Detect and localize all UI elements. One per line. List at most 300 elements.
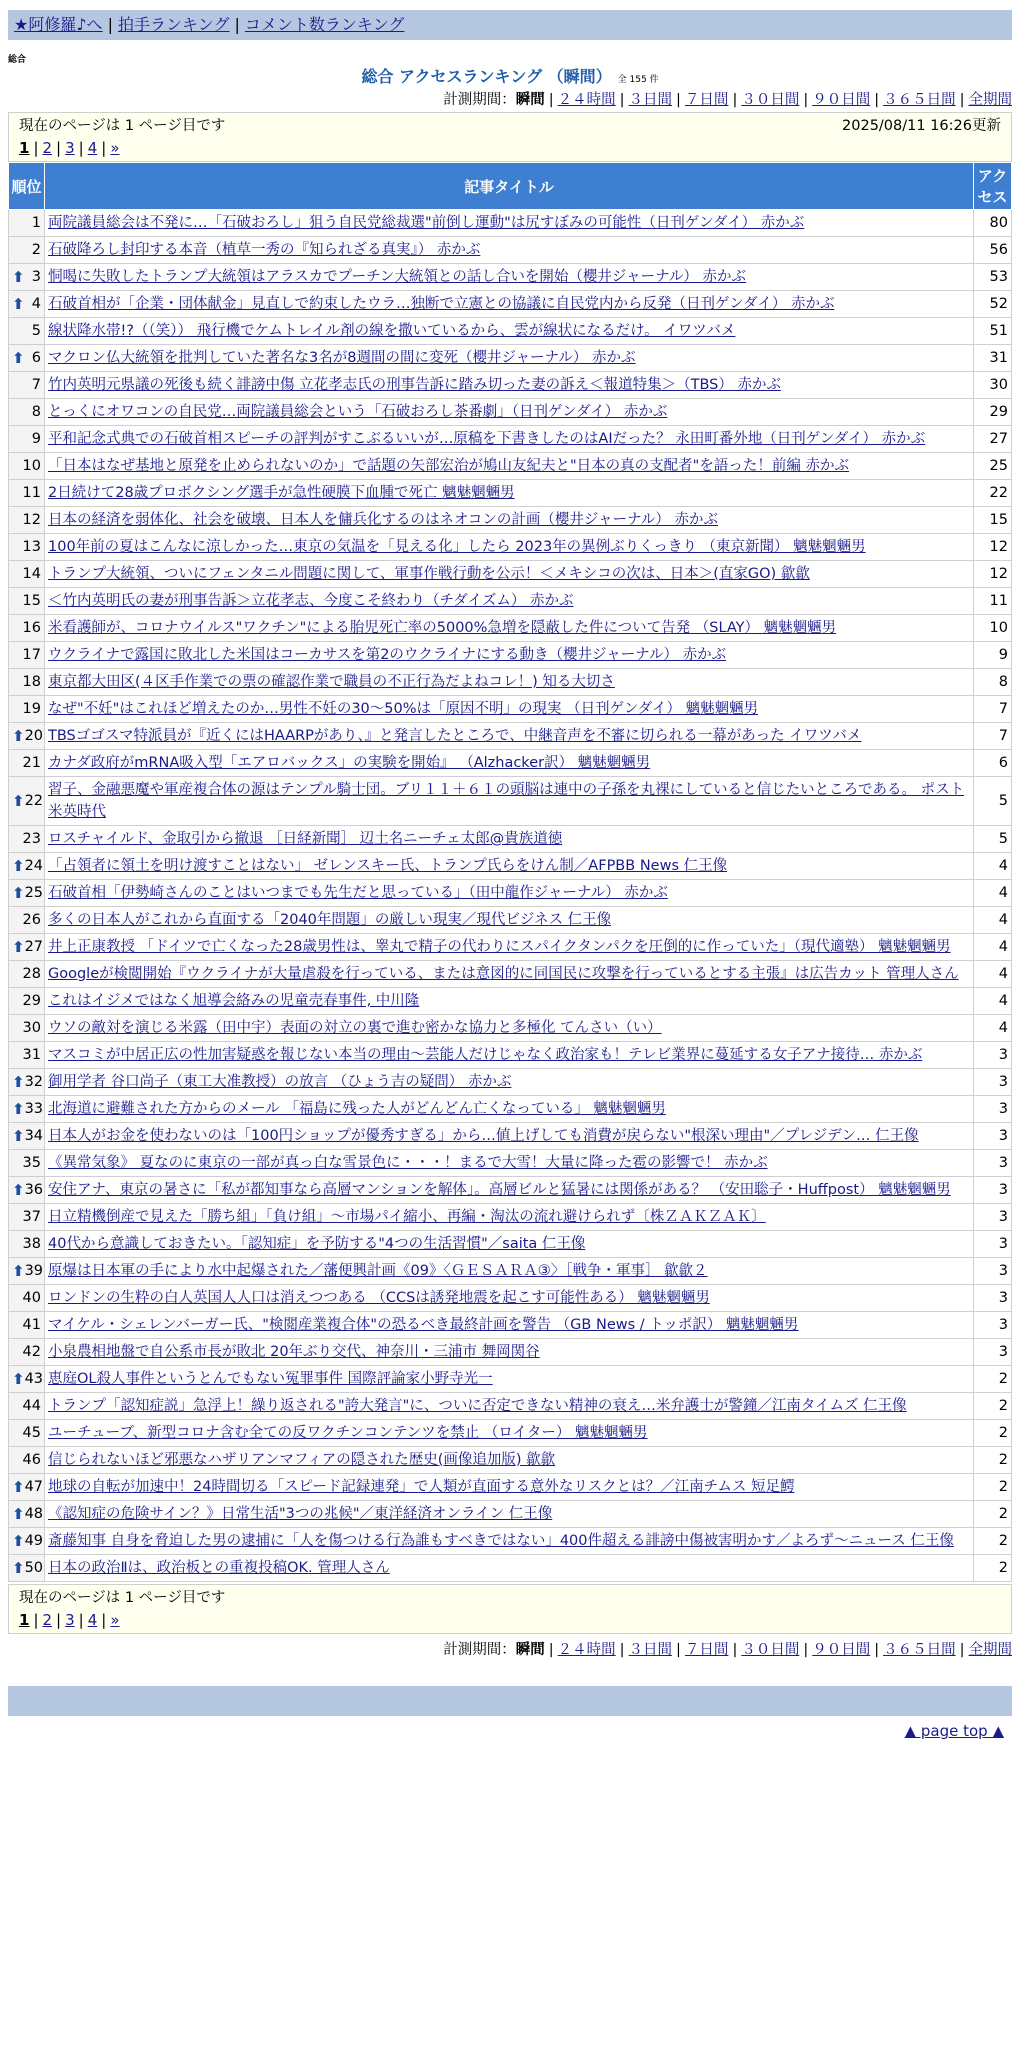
article-link[interactable]: 習子、金融悪魔や軍産複合体の源はテンプル騎士団。ブリ１１＋６１の頭脳は連中の子孫を丸裸にしていると信じたいところである。 ポスト米英時代 <box>48 782 965 820</box>
access-count: 3 <box>974 1177 1012 1204</box>
title-cell <box>45 264 974 291</box>
rank-cell <box>9 669 45 696</box>
rank-number: 38 <box>22 1236 41 1252</box>
article-link[interactable]: 日本の経済を弱体化、社会を破壊、日本人を傭兵化するのはネオコンの計画（櫻井ジャーナル） 赤かぶ <box>48 512 719 528</box>
article-link[interactable]: 40代から意識しておきたい。「認知症」を予防する"4つの生活習慣"／saita 仁王像 <box>48 1236 586 1252</box>
rank-cell <box>9 750 45 777</box>
period-option[interactable]: 全期間 <box>968 1642 1012 1658</box>
title-cell <box>45 961 974 988</box>
title-cell <box>45 588 974 615</box>
rank-cell <box>9 1366 45 1393</box>
article-link[interactable]: ロスチャイルド、金取引から撤退 ［日経新聞］ 辺土名ニーチェ太郎@貴族道徳 <box>48 831 563 847</box>
rank-cell <box>9 237 45 264</box>
period-option[interactable]: ７日間 <box>684 92 729 108</box>
article-link[interactable]: トランプ大統領、ついにフェンタニル問題に関して、軍事作戦行動を公示！＜メキシコの次は、日本＞(直家GO) 歙歙 <box>48 566 810 582</box>
period-option[interactable]: ３０日間 <box>741 1642 800 1658</box>
article-link[interactable]: 石破首相「伊勢崎さんのことはいつまでも先生だと思っている」（田中龍作ジャーナル） 赤かぶ <box>48 885 668 901</box>
rank-cell <box>9 210 45 237</box>
period-separator: | <box>803 92 809 108</box>
title-cell <box>45 1501 974 1528</box>
title-cell <box>45 1123 974 1150</box>
article-link[interactable]: 日立精機倒産で見えた「勝ち組」「負け組」～市場パイ縮小、再編・淘汰の流れ避けられず〔株ＺＡＫＺＡＫ〕 <box>48 1209 766 1225</box>
rank-number: 49 <box>24 1533 44 1549</box>
rank-number: 12 <box>22 512 41 528</box>
table-row <box>9 1447 1012 1474</box>
title-cell <box>45 669 974 696</box>
page-info-top <box>8 112 1012 162</box>
title-cell <box>45 534 974 561</box>
title-cell <box>45 723 974 750</box>
up-arrow-icon: ⬆ <box>12 268 25 286</box>
period-separator: | <box>732 92 738 108</box>
rank-number: 31 <box>22 1047 41 1063</box>
clap-ranking-link[interactable]: 拍手ランキング <box>117 15 230 34</box>
article-link[interactable]: 《異常気象》 夏なのに東京の一部が真っ白な雪景色に・・・！まるで大雪！大量に降った雹の影響で！ 赤かぶ <box>48 1155 768 1171</box>
article-link[interactable]: 両院議員総会は不発に…「石破おろし」狙う自民党総裁選"前倒し運動"は尻すぼみの可能性（日刊ゲンダイ） 赤かぶ <box>48 215 805 231</box>
rank-cell <box>9 961 45 988</box>
access-count: 9 <box>974 642 1012 669</box>
rank-number: 32 <box>24 1074 44 1090</box>
rank-number: 26 <box>22 912 41 928</box>
access-count: 7 <box>974 696 1012 723</box>
table-row <box>9 507 1012 534</box>
table-row <box>9 853 1012 880</box>
rank-cell <box>9 988 45 1015</box>
page-separator: | <box>33 1611 39 1629</box>
table-row <box>9 534 1012 561</box>
rank-cell <box>9 1015 45 1042</box>
period-option[interactable]: ２４時間 <box>557 1642 616 1658</box>
period-option[interactable]: ３日間 <box>628 92 673 108</box>
rank-cell <box>9 291 45 318</box>
article-link[interactable]: 原爆は日本軍の手により水中起爆された／藩便興計画《09》〈ＧＥＳＡＲＡ③〉［戦争・軍事］ 歙歙２ <box>48 1263 708 1279</box>
page-link[interactable]: 3 <box>65 139 75 157</box>
access-count: 2 <box>974 1501 1012 1528</box>
table-row <box>9 826 1012 853</box>
rank-cell <box>9 1501 45 1528</box>
page-current: 1 <box>19 139 30 157</box>
article-link[interactable]: 井上正康教授 「ドイツで亡くなった28歳男性は、睾丸で精子の代わりにスパイクタンパクを圧倒的に作っていた」（現代適塾） 魑魅魍魎男 <box>48 939 951 955</box>
article-link[interactable]: ロンドンの生粋の白人英国人人口は消えつつある （CCSは誘発地震を起こす可能性ある） 魑魅魍魎男 <box>48 1290 710 1306</box>
rank-number: 4 <box>31 296 41 312</box>
table-row <box>9 1015 1012 1042</box>
access-count: 3 <box>974 1204 1012 1231</box>
pagination-top <box>19 137 1001 159</box>
rank-cell <box>9 1312 45 1339</box>
title-cell <box>45 426 974 453</box>
rank-cell <box>9 1123 45 1150</box>
table-row <box>9 1420 1012 1447</box>
title-cell <box>45 907 974 934</box>
access-count: 4 <box>974 853 1012 880</box>
access-count: 4 <box>974 1015 1012 1042</box>
title-cell <box>45 1096 974 1123</box>
period-option[interactable]: ３日間 <box>628 1642 673 1658</box>
access-count: 6 <box>974 750 1012 777</box>
next-page-link[interactable]: » <box>110 139 120 157</box>
article-link[interactable]: 恫喝に失敗したトランプ大統領はアラスカでプーチン大統領との話し合いを開始（櫻井ジャーナル） 赤かぶ <box>48 269 746 285</box>
title-cell <box>45 1285 974 1312</box>
access-count: 3 <box>974 1285 1012 1312</box>
rank-number: 42 <box>22 1344 41 1360</box>
article-link[interactable]: 信じられないほど邪悪なハザリアンマフィアの隠された歴史(画像追加版) 歙歙 <box>48 1452 556 1468</box>
article-link[interactable]: なぜ"不妊"はこれほど増えたのか…男性不妊の30～50%は「原因不明」の現実 （日刊ゲンダイ） 魑魅魍魎男 <box>48 701 759 717</box>
article-link[interactable]: 100年前の夏はこんなに涼しかった…東京の気温を「見える化」したら 2023年の異例ぶりくっきり （東京新聞） 魑魅魍魎男 <box>48 539 866 555</box>
title-cell <box>45 826 974 853</box>
current-page-text: 現在のページは 1 ページ目です <box>19 118 226 134</box>
article-link[interactable]: 2日続けて28歳プロボクシング選手が急性硬膜下血腫で死亡 魑魅魍魎男 <box>48 485 515 501</box>
access-count: 51 <box>974 318 1012 345</box>
access-count: 4 <box>974 988 1012 1015</box>
up-arrow-icon: ⬆ <box>12 349 25 367</box>
article-link[interactable]: 線状降水帯!?（（笑）） 飛行機でケムトレイル剤の線を撒いているから、雲が線状になるだけ。 イワツバメ <box>48 323 736 339</box>
rank-cell <box>9 1420 45 1447</box>
page-link[interactable]: 4 <box>87 1611 98 1629</box>
rank-number: 23 <box>22 831 41 847</box>
title-cell <box>45 750 974 777</box>
title-cell <box>45 1258 974 1285</box>
access-count: 2 <box>974 1447 1012 1474</box>
pagination-bottom <box>19 1609 1001 1631</box>
article-link[interactable]: 竹内英明元県議の死後も続く誹謗中傷 立花孝志氏の刑事告訴に踏み切った妻の訴え＜報道特集＞（TBS） 赤かぶ <box>48 377 781 393</box>
article-link[interactable]: 「日本はなぜ基地と原発を止められないのか」で話題の矢部宏治が鳩山友紀夫と"日本の真の支配者"を語った！前編 赤かぶ <box>48 458 849 474</box>
rank-cell <box>9 642 45 669</box>
title-cell <box>45 777 974 826</box>
home-link[interactable]: ★阿修羅♪へ <box>14 15 103 34</box>
article-link[interactable]: 平和記念式典での石破首相スピーチの評判がすこぶるいいが…原稿を下書きしたのはAIだった？ 永田町番外地（日刊ゲンダイ） 赤かぶ <box>48 431 926 447</box>
period-option[interactable]: ９０日間 <box>812 1642 871 1658</box>
title-cell <box>45 1447 974 1474</box>
period-separator: | <box>874 1642 880 1658</box>
rank-number: 20 <box>24 728 44 744</box>
up-arrow-icon: ⬆ <box>12 1370 25 1388</box>
up-arrow-icon: ⬆ <box>12 1505 25 1523</box>
title-cell <box>45 880 974 907</box>
title-cell <box>45 561 974 588</box>
access-count: 3 <box>974 1312 1012 1339</box>
access-count: 22 <box>974 480 1012 507</box>
period-separator: | <box>676 92 681 108</box>
rank-number: 50 <box>24 1560 44 1576</box>
rank-cell <box>9 853 45 880</box>
rank-number: 15 <box>22 593 41 609</box>
access-count: 8 <box>974 669 1012 696</box>
rank-number: 2 <box>31 242 41 258</box>
period-option[interactable]: ３０日間 <box>741 92 800 108</box>
rank-number: 3 <box>31 269 41 285</box>
page-title <box>8 66 1012 88</box>
article-link[interactable]: ユーチューブ、新型コロナ含む全ての反ワクチンコンテンツを禁止 （ロイター） 魑魅魍魎男 <box>48 1425 648 1441</box>
table-row <box>9 1096 1012 1123</box>
rank-number: 47 <box>24 1479 44 1495</box>
up-arrow-icon: ⬆ <box>12 1559 25 1577</box>
access-count: 56 <box>974 237 1012 264</box>
title-cell <box>45 1474 974 1501</box>
article-link[interactable]: マイケル・シェレンバーガー氏、"検閲産業複合体"の恐るべき最終計画を警告 （GB News / トッポ訳） 魑魅魍魎男 <box>48 1317 799 1333</box>
article-link[interactable]: マクロン仏大統領を批判していた著名な3名が8週間の間に変死（櫻井ジャーナル） 赤かぶ <box>48 350 636 366</box>
article-link[interactable]: 北海道に避難された方からのメール 「福島に残った人がどんどん亡くなっている」 魑魅魍魎男 <box>48 1101 666 1117</box>
title-cell <box>45 1393 974 1420</box>
rank-cell <box>9 1069 45 1096</box>
article-link[interactable]: 《認知症の危険サイン？》日常生活"3つの兆候"／東洋経済オンライン 仁王像 <box>48 1506 553 1522</box>
page-link[interactable]: 2 <box>42 1611 53 1629</box>
page-separator: | <box>33 139 39 157</box>
rank-number: 1 <box>31 215 41 231</box>
article-link[interactable]: 斎藤知事 自身を脅迫した男の逮捕に「人を傷つける行為誰もすべきではない」400件超える誹謗中傷被害明かす／よろず～ニュース 仁王像 <box>48 1533 954 1549</box>
article-link[interactable]: 小泉農相地盤で自公系市長が敗北 20年ぶり交代、神奈川・三浦市 舞岡関谷 <box>48 1344 540 1360</box>
rank-cell <box>9 426 45 453</box>
section-label: 総合 <box>8 55 27 65</box>
article-link[interactable]: カナダ政府がmRNA吸入型「エアロバックス」の実験を開始』 （Alzhacker訳） 魑魅魍魎男 <box>48 755 651 771</box>
access-count: 80 <box>974 210 1012 237</box>
table-row <box>9 372 1012 399</box>
access-count: 2 <box>974 1393 1012 1420</box>
period-option[interactable]: ７日間 <box>684 1642 729 1658</box>
table-row <box>9 1393 1012 1420</box>
col-header-access: アクセス <box>974 163 1012 210</box>
rank-cell <box>9 372 45 399</box>
rank-number: 28 <box>22 966 41 982</box>
page-separator: | <box>56 1611 62 1629</box>
page-title-text: 総合 アクセスランキング （瞬間） <box>361 67 612 86</box>
rank-number: 25 <box>24 885 44 901</box>
page-link[interactable]: 3 <box>65 1611 75 1629</box>
access-count: 52 <box>974 291 1012 318</box>
rank-cell <box>9 561 45 588</box>
rank-cell <box>9 1258 45 1285</box>
table-row <box>9 988 1012 1015</box>
period-option[interactable]: ２４時間 <box>557 92 616 108</box>
table-header-row <box>9 163 1012 210</box>
table-row <box>9 669 1012 696</box>
period-separator: | <box>619 1642 625 1658</box>
access-count: 3 <box>974 1042 1012 1069</box>
col-header-title: 記事タイトル <box>45 163 974 210</box>
page-top-area <box>8 1716 1012 1752</box>
title-cell <box>45 1204 974 1231</box>
access-count: 2 <box>974 1528 1012 1555</box>
rank-cell <box>9 534 45 561</box>
article-link[interactable]: ＜竹内英明氏の妻が刑事告訴＞立花孝志、今度こそ終わり（チダイズム） 赤かぶ <box>48 593 574 609</box>
table-row <box>9 1069 1012 1096</box>
access-count: 3 <box>974 1339 1012 1366</box>
page-current: 1 <box>19 1611 30 1629</box>
article-link[interactable]: 御用学者 谷口尚子（東工大准教授）の放言 （ひょう吉の疑問） 赤かぶ <box>48 1074 512 1090</box>
article-link[interactable]: これはイジメではなく旭導会絡みの児童売春事件, 中川隆 <box>48 993 420 1009</box>
rank-cell <box>9 1555 45 1582</box>
period-option[interactable]: 全期間 <box>968 92 1012 108</box>
table-row <box>9 696 1012 723</box>
rank-cell <box>9 1339 45 1366</box>
table-row <box>9 1339 1012 1366</box>
rank-cell <box>9 1285 45 1312</box>
access-count: 3 <box>974 1150 1012 1177</box>
table-row <box>9 480 1012 507</box>
up-arrow-icon: ⬆ <box>12 1181 25 1199</box>
access-count: 3 <box>974 1096 1012 1123</box>
title-cell <box>45 1339 974 1366</box>
rank-number: 35 <box>22 1155 41 1171</box>
access-count: 12 <box>974 561 1012 588</box>
title-cell <box>45 372 974 399</box>
article-link[interactable]: 地球の自転が加速中！24時間切る「スピード記録連発」で人類が直面する意外なリスクとは？／江南チムス 短足鰐 <box>48 1479 795 1495</box>
article-link[interactable]: トランプ「認知症説」急浮上！繰り返される"誇大発言"に、ついに否定できない精神の衰え…米弁護士が警鐘／江南タイムズ 仁王像 <box>48 1398 907 1414</box>
rank-number: 46 <box>22 1452 41 1468</box>
table-row <box>9 1177 1012 1204</box>
table-row <box>9 642 1012 669</box>
rank-number: 13 <box>22 539 41 555</box>
period-separator: | <box>732 1642 738 1658</box>
table-row <box>9 210 1012 237</box>
article-link[interactable]: 東京都大田区(４区手作業での票の確認作業で職員の不正行為だよねコレ！) 知る大切さ <box>48 674 615 690</box>
rank-cell <box>9 1393 45 1420</box>
table-row <box>9 1258 1012 1285</box>
article-link[interactable]: 石破首相が「企業・団体献金」見直しで約束したウラ…独断で立憲との協議に自民党内から反発（日刊ゲンダイ） 赤かぶ <box>48 296 835 312</box>
article-link[interactable]: 米看護師が、コロナウイルス"ワクチン"による胎児死亡率の5000%急増を隠蔽した件について告発 （SLAY） 魑魅魍魎男 <box>48 620 837 636</box>
rank-cell <box>9 1042 45 1069</box>
table-row <box>9 1312 1012 1339</box>
article-link[interactable]: 日本人がお金を使わないのは「100円ショップが優秀すぎる」から…値上げしても消費が戻らない"根深い理由"／プレジデン… 仁王像 <box>48 1128 919 1144</box>
title-cell <box>45 1177 974 1204</box>
title-cell <box>45 507 974 534</box>
top-nav-bar <box>8 10 1012 40</box>
title-cell <box>45 1312 974 1339</box>
period-option[interactable]: ９０日間 <box>812 92 871 108</box>
title-cell <box>45 453 974 480</box>
rank-cell <box>9 588 45 615</box>
article-link[interactable]: ウソの敵対を演じる米露（田中宇）表面の対立の裏で進む密かな協力と多極化 てんさい（い） <box>48 1020 662 1036</box>
rank-cell <box>9 1528 45 1555</box>
total-count: 全 155 件 <box>617 75 659 85</box>
rank-number: 45 <box>22 1425 41 1441</box>
period-selector-top <box>8 88 1012 112</box>
rank-cell <box>9 880 45 907</box>
rank-number: 36 <box>24 1182 44 1198</box>
article-link[interactable]: 安住アナ、東京の暑さに「私が都知事なら高層マンションを解体」。高層ビルと猛暑には関係がある？ （安田聡子・Huffpost） 魑魅魍魎男 <box>48 1182 951 1198</box>
rank-number: 30 <box>22 1020 41 1036</box>
table-row <box>9 1204 1012 1231</box>
comment-ranking-link[interactable]: コメント数ランキング <box>244 15 405 34</box>
period-separator: | <box>548 1642 554 1658</box>
rank-cell <box>9 826 45 853</box>
up-arrow-icon: ⬆ <box>12 1478 25 1496</box>
rank-number: 14 <box>22 566 41 582</box>
title-cell <box>45 1069 974 1096</box>
rank-number: 34 <box>24 1128 44 1144</box>
access-count: 5 <box>974 777 1012 826</box>
rank-cell <box>9 507 45 534</box>
table-row <box>9 750 1012 777</box>
table-row <box>9 1150 1012 1177</box>
period-label: 計測期間： <box>443 92 516 108</box>
rank-cell <box>9 1474 45 1501</box>
period-selector-bottom <box>8 1638 1012 1662</box>
rank-number: 48 <box>24 1506 44 1522</box>
rank-cell <box>9 264 45 291</box>
table-row <box>9 1285 1012 1312</box>
page-link[interactable]: 2 <box>42 139 53 157</box>
access-count: 4 <box>974 961 1012 988</box>
page-top-link[interactable]: ▲ page top ▲ <box>904 1722 1004 1740</box>
rank-number: 6 <box>31 350 41 366</box>
rank-cell <box>9 934 45 961</box>
table-row <box>9 1474 1012 1501</box>
table-row <box>9 961 1012 988</box>
table-row <box>9 588 1012 615</box>
table-row <box>9 934 1012 961</box>
article-link[interactable]: TBSゴゴスマ特派員が『近くにはHAARPがあり、』と発言したところで、中継音声を不審に切られる一幕があった イワツバメ <box>48 728 862 744</box>
article-link[interactable]: マスコミが中居正広の性加害疑惑を報じない本当の理由～芸能人だけじゃなく政治家も！テレビ業界に蔓延する女子アナ接待… 赤かぶ <box>48 1047 923 1063</box>
article-link[interactable]: 「占領者に領土を明け渡すことはない」 ゼレンスキー氏、トランプ氏らをけん制／AFPBB News 仁王像 <box>48 858 728 874</box>
up-arrow-icon: ⬆ <box>12 1532 25 1550</box>
page-link[interactable]: 4 <box>87 139 98 157</box>
rank-number: 22 <box>24 793 44 809</box>
rank-cell <box>9 480 45 507</box>
access-count: 5 <box>974 826 1012 853</box>
article-link[interactable]: とっくにオワコンの自民党…両院議員総会という「石破おろし茶番劇」（日刊ゲンダイ） 赤かぶ <box>48 404 668 420</box>
article-link[interactable]: Googleが検閲開始『ウクライナが大量虐殺を行っている、または意図的に同国民に攻撃を行っているとする主張』は広告カット 管理人さん <box>48 966 959 982</box>
access-count: 27 <box>974 426 1012 453</box>
title-cell <box>45 291 974 318</box>
access-count: 4 <box>974 880 1012 907</box>
up-arrow-icon: ⬆ <box>12 938 25 956</box>
table-row <box>9 561 1012 588</box>
rank-number: 27 <box>24 939 44 955</box>
table-row <box>9 453 1012 480</box>
article-link[interactable]: ウクライナで露国に敗北した米国はコーカサスを第2のウクライナにする動き（櫻井ジャーナル） 赤かぶ <box>48 647 727 663</box>
title-cell <box>45 318 974 345</box>
period-option[interactable]: ３６５日間 <box>883 1642 956 1658</box>
nav-separator: | <box>234 15 240 34</box>
article-link[interactable]: 多くの日本人がこれから直面する「2040年問題」の厳しい現実／現代ビジネス 仁王像 <box>48 912 612 928</box>
rank-number: 17 <box>22 647 41 663</box>
next-page-link[interactable]: » <box>110 1611 120 1629</box>
article-link[interactable]: 日本の政治Ⅱは、政治板との重複投稿OK. 管理人さん <box>48 1560 390 1576</box>
article-link[interactable]: 石破降ろし封印する本音（植草一秀の『知られざる真実』） 赤かぶ <box>48 242 481 258</box>
table-row <box>9 777 1012 826</box>
period-separator: | <box>676 1642 681 1658</box>
access-count: 3 <box>974 1258 1012 1285</box>
table-row <box>9 426 1012 453</box>
table-row <box>9 1528 1012 1555</box>
up-arrow-icon: ⬆ <box>12 1100 25 1118</box>
period-current: 瞬間 <box>515 92 545 108</box>
rank-cell <box>9 1447 45 1474</box>
access-count: 2 <box>974 1555 1012 1582</box>
up-arrow-icon: ⬆ <box>12 884 25 902</box>
rank-cell <box>9 723 45 750</box>
access-count: 30 <box>974 372 1012 399</box>
rank-number: 19 <box>22 701 41 717</box>
page-info-bottom <box>8 1584 1012 1634</box>
access-count: 11 <box>974 588 1012 615</box>
title-cell <box>45 853 974 880</box>
rank-cell <box>9 399 45 426</box>
article-link[interactable]: 恵庭OL殺人事件というとんでもない冤罪事件 国際評論家小野寺光一 <box>48 1371 493 1387</box>
access-count: 31 <box>974 345 1012 372</box>
ranking-table <box>8 162 1012 1582</box>
title-cell <box>45 1528 974 1555</box>
rank-cell <box>9 777 45 826</box>
up-arrow-icon: ⬆ <box>12 295 25 313</box>
up-arrow-icon: ⬆ <box>12 1127 25 1145</box>
period-option[interactable]: ３６５日間 <box>883 92 956 108</box>
table-row <box>9 1366 1012 1393</box>
rank-cell <box>9 345 45 372</box>
access-count: 29 <box>974 399 1012 426</box>
access-count: 4 <box>974 934 1012 961</box>
period-current: 瞬間 <box>515 1642 545 1658</box>
